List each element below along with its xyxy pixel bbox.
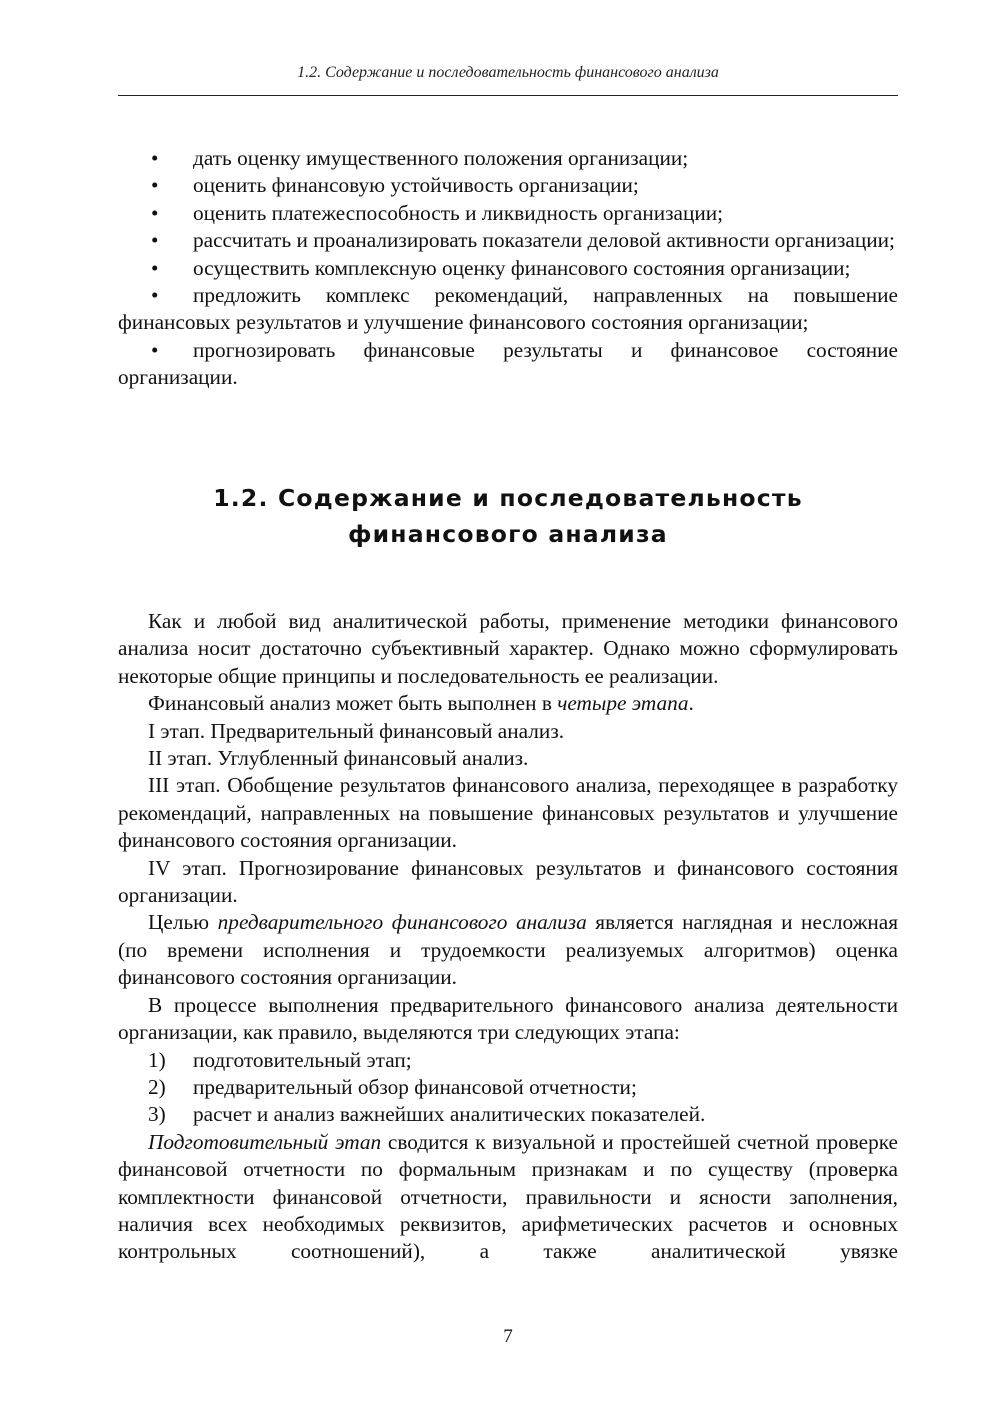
bullet-icon: • [151, 228, 159, 253]
running-head: 1.2. Содержание и последовательность финансового анализа [297, 64, 719, 81]
bullet-icon: • [151, 337, 159, 362]
stage-3: III этап. Обобщение результатов финансового анализа, переходящее в разработку рекомендаций, направленных на повышение финансовых результатов и улучшение финансового состояния организации. [118, 773, 898, 853]
item-number: 3) [148, 1102, 166, 1127]
paragraph: Подготовительный этап сводится к визуальной и простейшей счетной проверке финансовой отчетности по формальным признакам и по существу (проверка комплектности финансовой отчетности, правильности и ясности заполнения, наличия всех необходимых реквизитов, арифметических расчетов и основных контрольных соотношений), а также аналитической увязке [118, 1129, 898, 1264]
bullet-list [118, 145, 898, 392]
body-text [118, 608, 898, 1266]
list-item: 2) предварительный обзор финансовой отчетности; [118, 1074, 898, 1101]
item-number: 1) [148, 1047, 166, 1072]
list-item: • рассчитать и проанализировать показатели деловой активности организации; [118, 227, 898, 254]
bullet-icon: • [151, 200, 159, 225]
emphasis: Подготовительный этап [148, 1129, 382, 1154]
bullet-icon: • [151, 255, 159, 280]
list-item: 1) подготовительный этап; [118, 1047, 898, 1074]
header-rule [118, 95, 898, 96]
list-item: • осуществить комплексную оценку финансового состояния организации; [118, 255, 898, 282]
bullet-icon: • [151, 146, 159, 170]
emphasis: четыре этапа [557, 691, 689, 716]
list-item: • оценить платежеспособность и ликвидность организации; [118, 200, 898, 227]
list-item: • предложить комплекс рекомендаций, направленных на повышение финансовых результатов и улучшение финансового состояния организации; [118, 283, 898, 335]
section-heading [118, 480, 898, 552]
list-item: • оценить финансовую устойчивость организации; [118, 172, 898, 199]
stage-2: II этап. Углубленный финансовый анализ. [148, 746, 529, 771]
item-number: 2) [148, 1074, 166, 1099]
list-item: • дать оценку имущественного положения организации; [118, 145, 898, 172]
paragraph: Целью предварительного финансового анализа является наглядная и несложная (по времени исполнения и трудоемкости реализуемых алгоритмов) оценка финансового состояния организации. [118, 910, 898, 990]
section-heading-line-1: 1.2. Содержание и последовательность [213, 484, 803, 512]
emphasis: предварительного финансового анализа [217, 910, 587, 935]
bullet-icon: • [151, 173, 159, 198]
bullet-icon: • [151, 283, 159, 308]
paragraph: В процессе выполнения предварительного финансового анализа деятельности организации, как правило, выделяются три следующих этапа: [118, 992, 898, 1045]
list-item: 3) расчет и анализ важнейших аналитических показателей. [118, 1101, 898, 1128]
page-number: 7 [503, 1326, 513, 1347]
stage-1: I этап. Предварительный финансовый анализ. [148, 718, 565, 743]
paragraph: Финансовый анализ может быть выполнен в четыре этапа. [148, 691, 694, 716]
list-item: • прогнозировать финансовые результаты и финансовое состояние организации. [118, 337, 898, 390]
stage-4: IV этап. Прогнозирование финансовых результатов и финансового состояния организации. [118, 855, 898, 908]
section-heading-line-2: финансового анализа [348, 520, 668, 548]
paragraph: Как и любой вид аналитической работы, применение методики финансового анализа носит достаточно субъективный характер. Однако можно сформулировать некоторые общие принципы и последовательность ее реализации. [118, 609, 898, 688]
